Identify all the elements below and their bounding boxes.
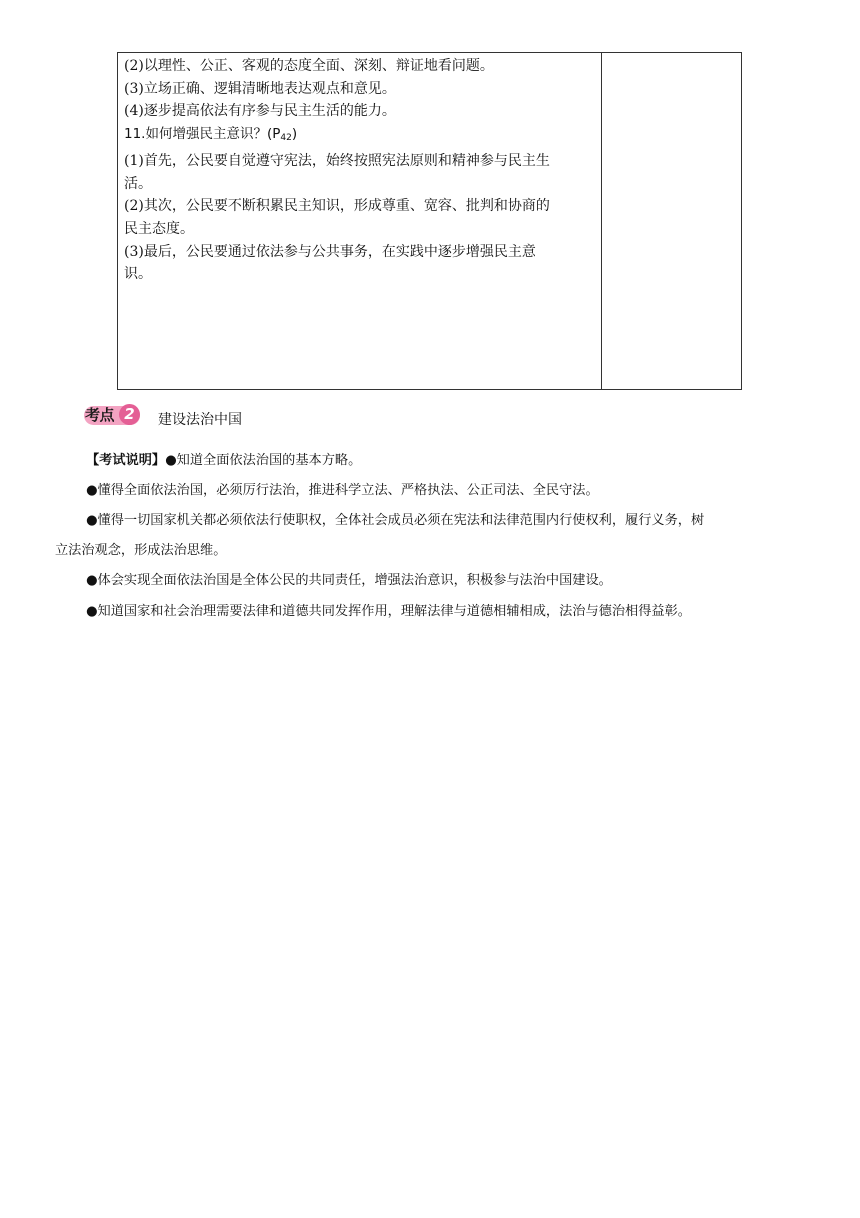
answer-text	[124, 55, 592, 286]
answer-line: 活。	[124, 175, 152, 192]
answer-line: (3)最后，公民要通过依法参与公共事务，在实践中逐步增强民主意	[124, 243, 536, 260]
answer-line: (2)以理性、公正、客观的态度全面、深刻、辩证地看问题。	[124, 58, 494, 74]
exam-item: ●知道全面依法治国的基本方略。	[165, 453, 362, 468]
exam-item: ●知道国家和社会治理需要法律和道德共同发挥作用，理解法律与道德相辅相成，法治与德治相得益彰。	[86, 604, 691, 619]
exam-item: ●懂得全面依法治国，必须厉行法治，推进科学立法、严格执法、公正司法、全民守法。	[86, 483, 599, 498]
exam-item: ●懂得一切国家机关都必须依法行使职权，全体社会成员必须在宪法和法律范围内行使权利，履行义务，树	[86, 513, 705, 528]
exam-label: 【考试说明】	[86, 453, 166, 468]
section-title: 建设法治中国	[158, 412, 242, 428]
page-subscript: 42	[280, 133, 292, 144]
answer-line: 民主态度。	[124, 220, 194, 237]
badge-number: 2	[119, 404, 140, 425]
question-tail: )	[291, 126, 298, 143]
badge-label: 考点	[85, 406, 115, 424]
exam-item: ●体会实现全面依法治国是全体公民的共同责任，增强法治意识，积极参与法治中国建设。	[86, 573, 612, 588]
answer-line: (3)立场正确、逻辑清晰地表达观点和意见。	[124, 80, 396, 97]
answer-line: (2)其次，公民要不断积累民主知识，形成尊重、宽容、批判和协商的	[124, 198, 550, 215]
exam-intro	[86, 452, 361, 470]
section-badge	[84, 404, 142, 427]
answer-line: (4)逐步提高依法有序参与民主生活的能力。	[124, 103, 396, 120]
answer-table	[117, 52, 742, 390]
table-column-divider	[601, 53, 602, 389]
answer-line: (1)首先，公民要自觉遵守宪法，始终按照宪法原则和精神参与民主生	[124, 152, 550, 169]
question-line	[124, 123, 592, 150]
question-text: 11.如何增强民主意识？(P	[124, 126, 281, 143]
answer-line: 识。	[124, 266, 152, 283]
exam-item-continuation: 立法治观念，形成法治思维。	[55, 543, 227, 558]
